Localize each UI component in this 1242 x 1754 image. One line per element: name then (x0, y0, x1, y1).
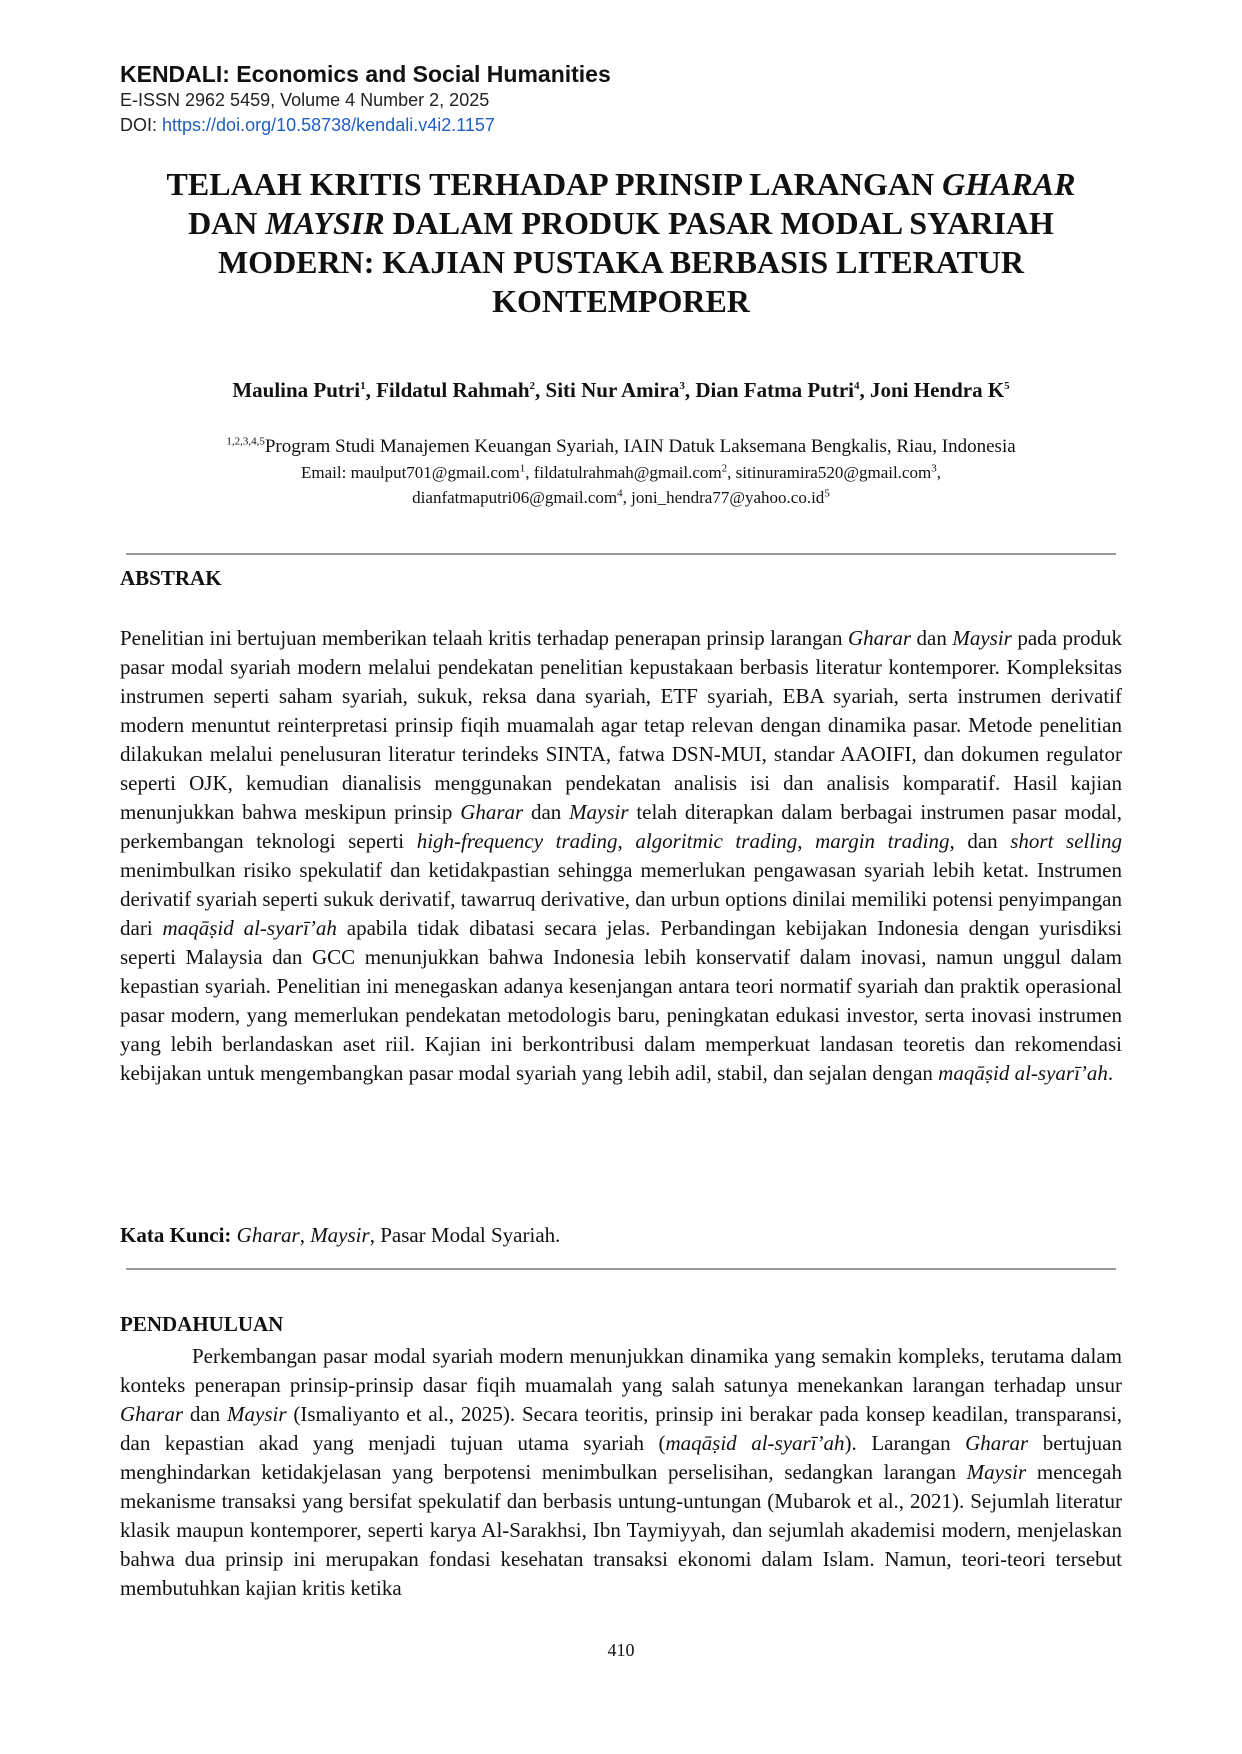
email-2[interactable]: fildatulrahmah@gmail.com (533, 463, 722, 482)
email-list: Email: maulput701@gmail.com$^1$, fildatulrahmah@gmail.com$^2$, sitinuramira520@gmail.com$^3$, dianfatmaputri06@gmail.com$^4$, $joni\_hendra77@yahoo.co.id^5$ (301, 462, 941, 507)
journal-issn: E-ISSN 2962 5459, Volume 4 Number 2, 2025 (120, 90, 490, 110)
keywords: Kata Kunci: Gharar, Maysir, Pasar Modal Syariah. (120, 1223, 561, 1247)
author: Dian Fatma Putri$^4$, (695, 378, 870, 402)
abstract-heading: ABSTRAK (120, 566, 222, 590)
author: Joni Hendra $K^5$ (869, 378, 1010, 402)
email-5[interactable]: joni_hendra77@yahoo.co.id (631, 488, 825, 507)
affiliation: $^{1,2,3,4,5}$Program Studi Manajemen Keuangan Syariah, IAIN Datuk Laksemana Bengkalis, Riau, Indonesia (226, 435, 1016, 457)
intro-body: Perkembangan pasar modal syariah modern menunjukkan dinamika yang semakin kompleks, terutama dalam konteks penerapan prinsip-prinsip dasar fiqih muamalah yang salah satunya menekankan larangan terhadap unsur Gharar dan Maysir (Ismaliyanto et al., 2025). Secara teoritis, prinsip ini berakar pada konsep keadilan, transparansi, dan kepastian akad yang menjadi tujuan utama syariah (maqāṣid al-syarī’ah). Larangan Gharar bertujuan menghindarkan ketidakjelasan yang berpotensi menimbulkan perselisihan, sedangkan larangan Maysir mencegah mekanisme transaksi yang bersifat spekulatif dan berbasis untung-untungan (Mubarok et al., 2021). Sejumlah literatur klasik maupun kontemporer, seperti karya Al-Sarakhsi, Ibn Taymiyyah, dan sejumlah akademisi modern, menjelaskan bahwa dua prinsip ini merupakan fondasi kesehatan transaksi ekonomi dalam Islam. Namun, teori-teori tersebut membutuhkan kajian kritis ketika (120, 1344, 1122, 1600)
journal-doi (120, 113, 611, 138)
title-maysir: MAYSIR (265, 205, 385, 241)
journal-title: KENDALI: Economics and Social Humanities (120, 61, 611, 87)
author: Siti Nur Amira$^3$, (545, 378, 696, 402)
title-gharar: GHARAR (942, 166, 1076, 202)
page-number: 410 (607, 1640, 635, 1660)
journal-header (120, 60, 611, 138)
paper-title (120, 165, 1122, 321)
divider-bottom (126, 1268, 1116, 1270)
email-4[interactable]: dianfatmaputri06@gmail.com (412, 488, 618, 507)
intro-heading: PENDAHULUAN (120, 1312, 284, 1336)
title-part: DALAM PRODUK PASAR MODAL SYARIAH MODERN: KAJIAN PUSTAKA BERBASIS LITERATUR KONTEMPORER (217, 205, 1054, 319)
abstract-body: Penelitian ini bertujuan memberikan telaah kritis terhadap penerapan prinsip larangan Gharar dan Maysir pada produk pasar modal syariah modern melalui pendekatan penelitian kepustakaan berbasis literatur kontemporer. Kompleksitas instrumen seperti saham syariah, sukuk, reksa dana syariah, ETF syariah, EBA syariah, serta instrumen derivatif modern menuntut reinterpretasi prinsip fiqih muamalah agar tetap relevan dengan dinamika pasar. Metode penelitian dilakukan melalui penelusuran literatur terindeks SINTA, fatwa DSN-MUI, standar AAOIFI, dan dokumen regulator seperti OJK, kemudian dianalisis menggunakan pendekatan analisis isi dan analisis komparatif. Hasil kajian menunjukkan bahwa meskipun prinsip Gharar dan Maysir telah diterapkan dalam berbagai instrumen pasar modal, perkembangan teknologi seperti high-frequency trading, algoritmic trading, margin trading, dan short selling menimbulkan risiko spekulatif dan ketidakpastian sehingga memerlukan pengawasan syariah lebih ketat. Instrumen derivatif syariah seperti sukuk derivatif, tawarruq derivative, dan urbun options dinilai memiliki potensi penyimpangan dari maqāṣid al-syarī’ah apabila tidak dibatasi secara jelas. Perbandingan kebijakan Indonesia dengan yurisdiksi seperti Malaysia dan GCC menunjukkan bahwa Indonesia lebih konservatif dalam inovasi, namun unggul dalam kepastian syariah. Penelitian ini menegaskan adanya kesenjangan antara teori normatif syariah dan praktik operasional pasar modern, yang memerlukan pendekatan metodologis baru, peningkatan edukasi investor, serta inovasi instrumen yang lebih berlandaskan aset riil. Kajian ini berkontribusi dalam memperkuat landasan teoretis dan rekomendasi kebijakan untuk mengembangkan pasar modal syariah yang lebih adil, stabil, dan sejalan dengan maqāṣid al-syarī’ah. (120, 626, 1123, 1085)
title-part: TELAAH KRITIS TERHADAP PRINSIP LARANGAN (166, 166, 943, 202)
email-1[interactable]: maulput701@gmail.com (350, 463, 520, 482)
title-part: DAN (188, 205, 266, 241)
email-3[interactable]: sitinuramira520@gmail.com (735, 463, 932, 482)
author-list (120, 378, 1122, 403)
divider-top (126, 553, 1116, 555)
doi-link[interactable]: https://doi.org/10.58738/kendali.v4i2.1157 (162, 115, 495, 135)
author: Maulina Putri$^1$, (232, 378, 377, 402)
author: Fildatul Rahmah$^2$, (376, 378, 546, 402)
doi-label: DOI: (120, 115, 163, 135)
